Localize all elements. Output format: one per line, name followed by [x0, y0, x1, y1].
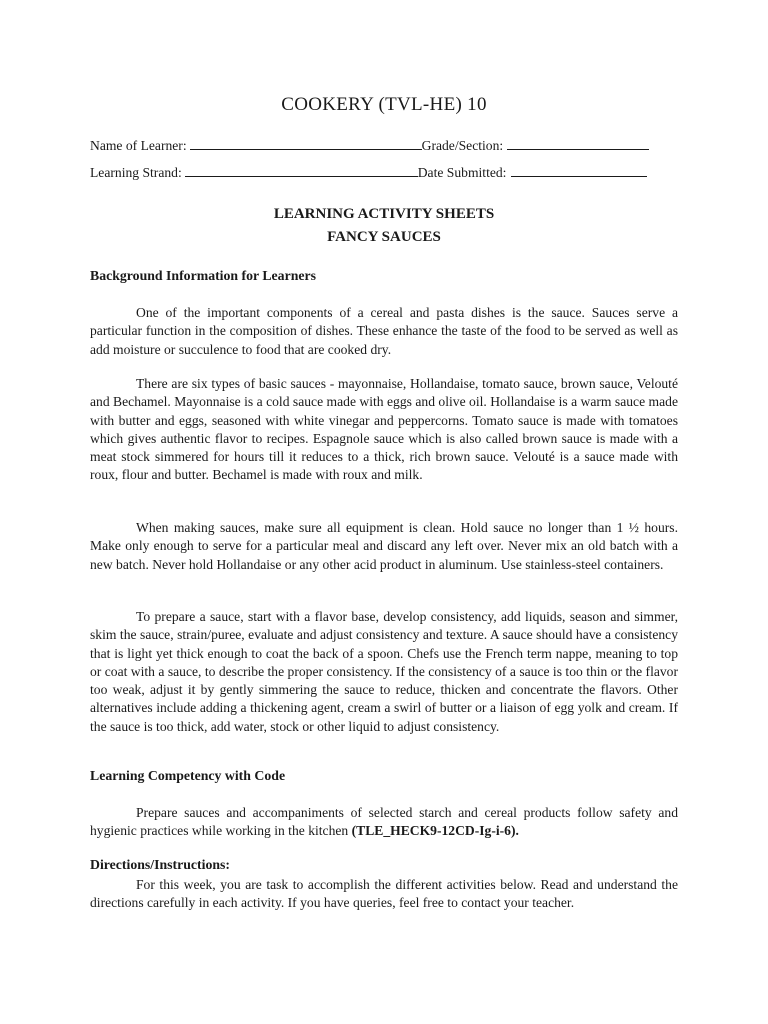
strand-date-row	[90, 163, 678, 181]
sheet-heading: LEARNING ACTIVITY SHEETS	[273, 206, 495, 222]
directions-heading: Directions/Instructions:	[90, 857, 231, 872]
competency-text: Prepare sauces and accompaniments of selected starch and cereal products follow safety and hygienic practices while working in the kitchen	[90, 805, 678, 839]
competency-paragraph	[90, 804, 678, 841]
date-submitted-label: Date Submitted:	[417, 165, 507, 180]
sheet-subheading: FANCY SAUCES	[327, 229, 441, 245]
learner-name-blank[interactable]	[190, 136, 422, 150]
learning-strand-blank[interactable]	[185, 163, 418, 177]
background-paragraph-2: There are six types of basic sauces - mayonnaise, Hollandaise, tomato sauce, brown sauce, Velouté and Bechamel. Mayonnaise is a cold sauce made with eggs and olive oil. Hollandaise is a warm sauce made with butter and eggs, seasoned with white vinegar and peppercorns. Tomato sauce is made with tomatoes which gives authentic flavor to recipes. Espagnole sauce which is also called brown sauce is made with a meat stock simmered for hours till it reduces to a thick, rich brown sauce. Velouté is a sauce made with roux, flour and butter. Bechamel is made with roux and milk.	[90, 376, 678, 483]
date-submitted-blank[interactable]	[511, 163, 647, 177]
learning-strand-label: Learning Strand:	[90, 165, 182, 180]
document-title: COOKERY (TVL-HE) 10	[281, 94, 487, 115]
learner-grade-row	[90, 136, 678, 154]
competency-code: (TLE_HECK9-12CD-Ig-i-6).	[351, 823, 519, 839]
grade-section-blank[interactable]	[507, 136, 649, 150]
background-paragraph-3: When making sauces, make sure all equipment is clean. Hold sauce no longer than 1 ½ hours. Make only enough to serve for a particular meal and discard any left over. Never mix an old batch with a new batch. Never hold Hollandaise or any other acid product in aluminum. Use stainless-steel containers.	[90, 520, 678, 572]
background-paragraph-4: To prepare a sauce, start with a flavor base, develop consistency, add liquids, season and simmer, skim the sauce, strain/puree, evaluate and adjust consistency and texture. A sauce should have a consistency that is light yet thick enough to coat the back of a spoon. Chefs use the French term nappe, meaning to top or coat with a sauce, to describe the proper consistency. If the consistency of a sauce is too thin or the flavor too weak, adjust it by gently simmering the sauce to reduce, thicken and concentrate the flavors. Other alternatives include adding a thickening agent, cream a swirl of butter or a liaison of egg yolk and cream. If the sauce is too thick, add water, stock or other liquid to adjust consistency.	[90, 609, 678, 734]
grade-section-label: Grade/Section:	[421, 138, 504, 153]
background-paragraph-1: One of the important components of a cereal and pasta dishes is the sauce. Sauces serve a particular function in the composition of dishes. These enhance the taste of the food to be served as well as add moisture or succulence to food that are cooked dry.	[90, 305, 678, 357]
directions-paragraph: For this week, you are task to accomplish the different activities below. Read and understand the directions carefully in each activity. If you have queries, feel free to contact your teacher.	[90, 877, 678, 911]
learner-name-label: Name of Learner:	[90, 138, 187, 153]
background-heading: Background Information for Learners	[90, 268, 316, 283]
competency-heading: Learning Competency with Code	[90, 768, 286, 783]
